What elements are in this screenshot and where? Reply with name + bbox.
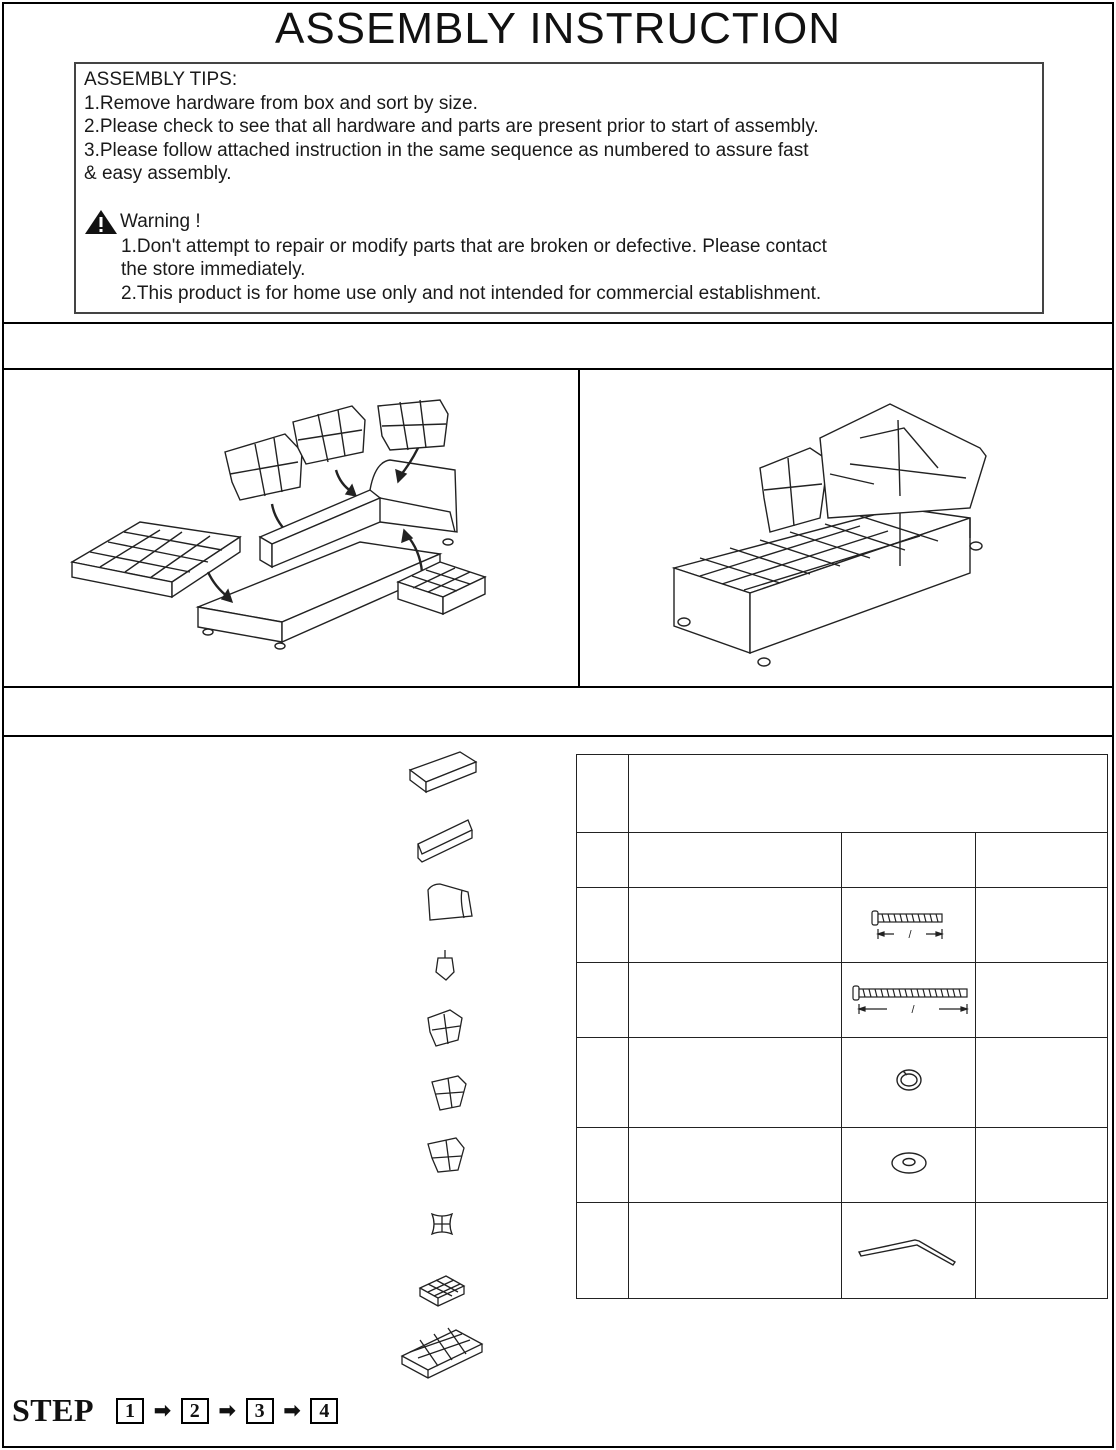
warning-item-2: 2.This product is for home use only and not intended for commercial establishment.: [121, 282, 822, 304]
part-back-cushion-1-icon: [428, 1010, 462, 1046]
section-divider: [2, 735, 1114, 737]
part-pillow-icon: [432, 1214, 452, 1234]
illustration-divider: [578, 368, 580, 688]
section-divider: [2, 368, 1114, 370]
right-arrow-icon: ➡: [218, 1400, 236, 1422]
warning-item-1-continued: the store immediately.: [121, 259, 306, 280]
hardware-table-cell: [577, 833, 629, 888]
table-row: [577, 1203, 1108, 1299]
assembly-tips-box: [74, 62, 1044, 314]
tip-item-2: 2.Please check to see that all hardware and parts are present prior to start of assembly.: [84, 116, 819, 137]
part-back-cushion-3-icon: [428, 1138, 464, 1172]
warning-triangle-icon: [84, 209, 118, 235]
dimension-mark: /: [910, 1003, 915, 1016]
step-label: STEP: [12, 1392, 95, 1428]
table-row: [577, 888, 1108, 963]
dimension-mark: /: [907, 928, 912, 941]
table-row: [577, 1038, 1108, 1128]
hardware-table-header-cell: [577, 755, 629, 833]
hardware-table-cell: [976, 833, 1108, 888]
chaise-sofa-assembled-illustration: [660, 398, 1000, 670]
part-arm-icon: [428, 884, 472, 920]
spring-washer-icon: [842, 1038, 976, 1128]
step-sequence: [12, 1392, 338, 1429]
sofa-exploded-view-illustration: [60, 392, 560, 660]
step-number-2: 2: [181, 1398, 209, 1424]
right-arrow-icon: ➡: [154, 1400, 171, 1422]
parts-list-illustrations: [380, 740, 530, 1380]
step-number-4: 4: [310, 1398, 338, 1424]
part-chaise-cushion-icon: [402, 1328, 482, 1378]
step-number-1: 1: [116, 1398, 144, 1424]
section-divider: [2, 322, 1114, 324]
hardware-table-cell: [842, 833, 976, 888]
part-small-seat-cushion-icon: [420, 1276, 464, 1306]
warning-heading-row: [84, 209, 1034, 235]
section-divider: [2, 686, 1114, 688]
step-number-3: 3: [246, 1398, 274, 1424]
allen-key-icon: [842, 1203, 976, 1299]
table-row: [577, 963, 1108, 1038]
part-leg-icon: [436, 950, 454, 980]
part-seat-frame-icon: [410, 752, 476, 792]
tip-item-3: 3.Please follow attached instruction in the same sequence as numbered to assure fast: [84, 139, 809, 161]
tips-heading: ASSEMBLY TIPS:: [84, 69, 238, 90]
short-bolt-icon: [842, 888, 976, 963]
part-back-cushion-2-icon: [432, 1076, 466, 1110]
part-back-frame-icon: [418, 820, 472, 862]
long-bolt-icon: [842, 963, 976, 1038]
warning-item-1: 1.Don't attempt to repair or modify parts that are broken or defective. Please contact: [121, 235, 827, 257]
table-row: [577, 1128, 1108, 1203]
right-arrow-icon: ➡: [283, 1400, 301, 1422]
hardware-table-cell: [629, 833, 842, 888]
hardware-table: [576, 754, 1108, 1299]
tip-item-1: 1.Remove hardware from box and sort by size.: [84, 92, 478, 114]
tip-item-3-continued: & easy assembly.: [84, 163, 232, 184]
warning-heading: Warning !: [120, 210, 201, 232]
flat-washer-icon: [842, 1128, 976, 1203]
hardware-table-header-cell: [629, 755, 1108, 833]
page-title: ASSEMBLY INSTRUCTION: [274, 4, 842, 53]
